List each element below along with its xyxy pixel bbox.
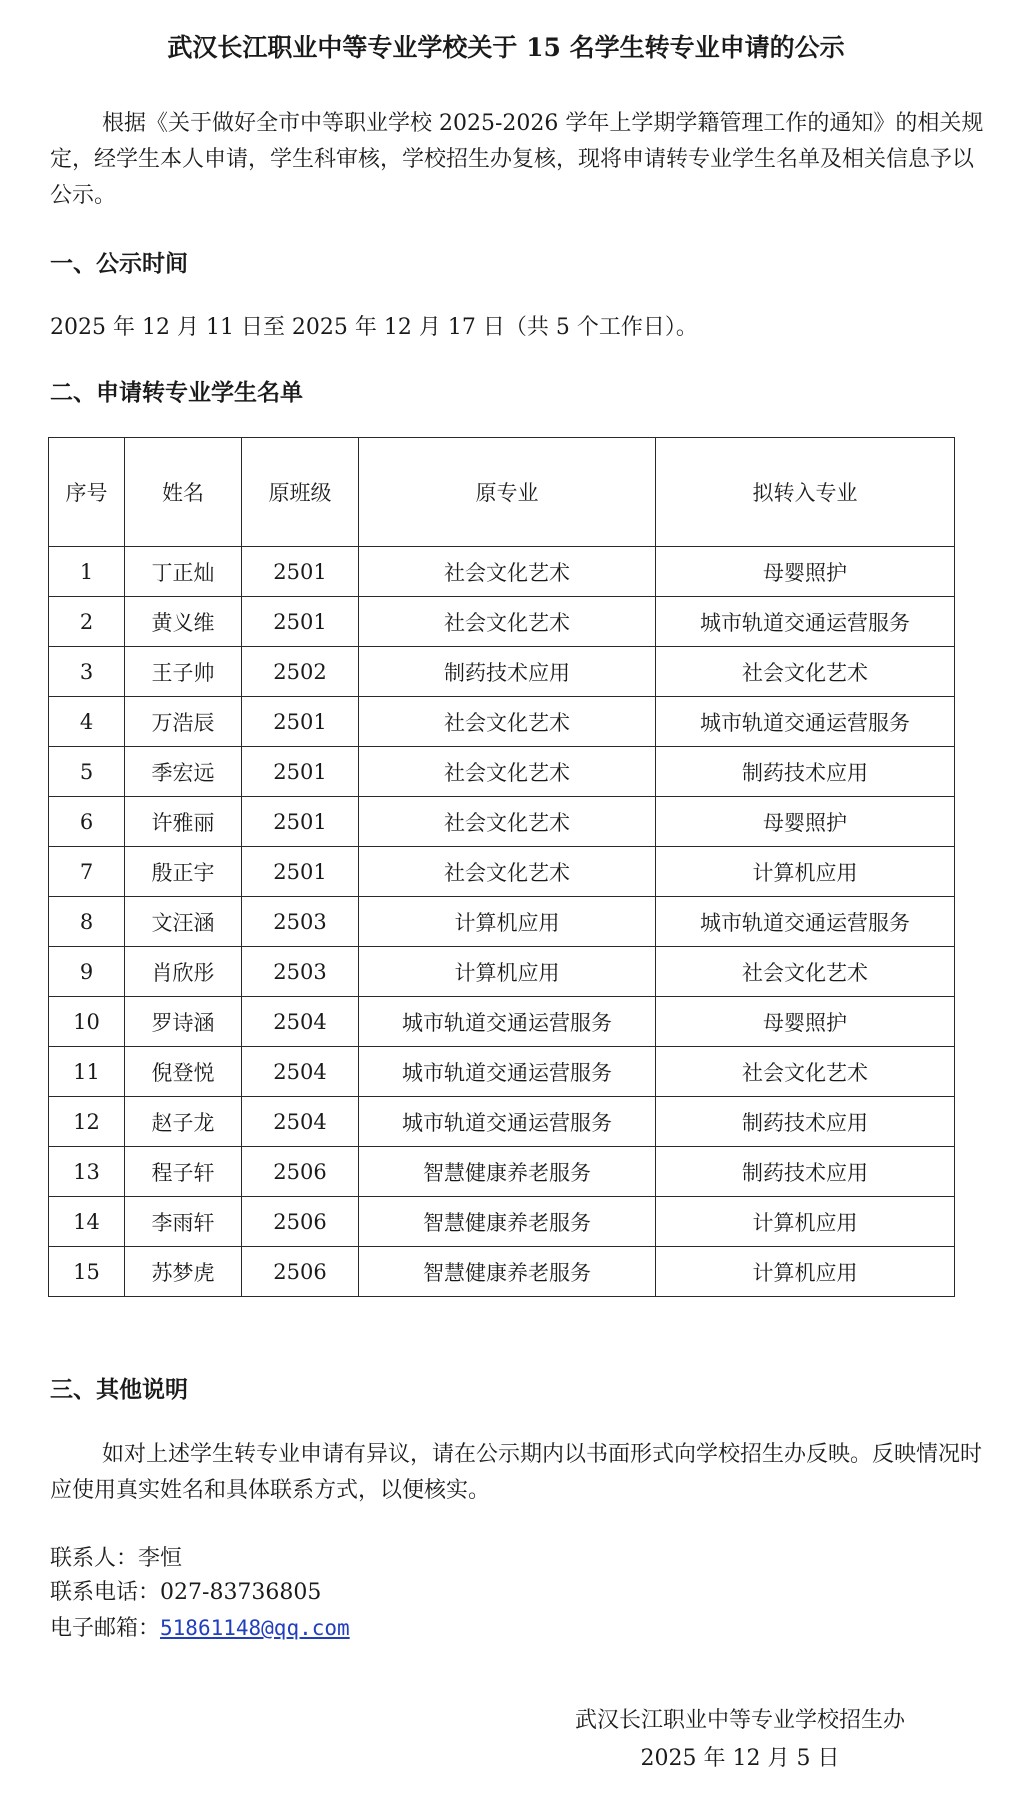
target-major-cell: 计算机应用 [656,1247,955,1297]
original-class-cell: 2504 [242,1047,359,1097]
student-name-cell: 罗诗涵 [125,997,242,1047]
table-row [49,747,955,797]
row-index-cell: 7 [49,847,125,897]
section-heading-notes: 三、其他说明 [50,1376,188,1403]
contact-phone-number: 027-83736805 [160,1580,322,1605]
student-name-cell: 文汪涵 [125,897,242,947]
row-index-cell: 14 [49,1197,125,1247]
target-major-cell: 计算机应用 [656,847,955,897]
target-major-cell: 母婴照护 [656,797,955,847]
column-header: 拟转入专业 [656,438,955,547]
column-header: 原班级 [242,438,359,547]
original-class-cell: 2501 [242,597,359,647]
original-class-cell: 2503 [242,897,359,947]
original-major-cell: 社会文化艺术 [359,747,656,797]
target-major-cell: 制药技术应用 [656,1147,955,1197]
original-major-cell: 智慧健康养老服务 [359,1247,656,1297]
student-name-cell: 季宏远 [125,747,242,797]
column-header: 原专业 [359,438,656,547]
original-class-cell: 2501 [242,547,359,597]
row-index-cell: 2 [49,597,125,647]
original-class-cell: 2501 [242,847,359,897]
original-class-cell: 2506 [242,1147,359,1197]
row-index-cell: 3 [49,647,125,697]
student-name-cell: 黄义维 [125,597,242,647]
contact-email-link[interactable]: 51861148@qq.com [160,1616,350,1640]
table-row [49,897,955,947]
target-major-cell: 制药技术应用 [656,1097,955,1147]
original-major-cell: 社会文化艺术 [359,847,656,897]
table-row [49,697,955,747]
contact-email-line [50,1610,350,1647]
student-name-cell: 倪登悦 [125,1047,242,1097]
table-row [49,1097,955,1147]
table-row [49,797,955,847]
publicity-period-text: 2025 年 12 月 11 日至 2025 年 12 月 17 日（共 5 个工作日）。 [50,315,698,340]
column-header: 序号 [49,438,125,547]
row-index-cell: 1 [49,547,125,597]
student-name-cell: 李雨轩 [125,1197,242,1247]
original-major-cell: 智慧健康养老服务 [359,1197,656,1247]
table-header-row [49,438,955,547]
student-name-cell: 王子帅 [125,647,242,697]
student-name-cell: 肖欣彤 [125,947,242,997]
contact-phone-line [50,1575,321,1611]
original-major-cell: 计算机应用 [359,947,656,997]
table-row [49,997,955,1047]
table-body [49,547,955,1297]
row-index-cell: 6 [49,797,125,847]
notes-text: 如对上述学生转专业申请有异议，请在公示期内以书面形式向学校招生办反映。反映情况时应使用真实姓名和具体联系方式，以便核实。 [50,1442,983,1503]
target-major-cell: 城市轨道交通运营服务 [656,697,955,747]
target-major-cell: 城市轨道交通运营服务 [656,897,955,947]
target-major-cell: 社会文化艺术 [656,1047,955,1097]
student-transfer-table [48,437,955,1297]
table-row [49,1147,955,1197]
original-class-cell: 2504 [242,997,359,1047]
original-major-cell: 社会文化艺术 [359,697,656,747]
target-major-cell: 社会文化艺术 [656,647,955,697]
original-major-cell: 社会文化艺术 [359,797,656,847]
contact-person-line [50,1541,182,1577]
page-title: 武汉长江职业中等专业学校关于 15 名学生转专业申请的公示 [167,33,845,62]
contact-phone-label: 联系电话： [50,1580,161,1605]
target-major-cell: 母婴照护 [656,997,955,1047]
table-row [49,547,955,597]
row-index-cell: 12 [49,1097,125,1147]
student-name-cell: 程子轩 [125,1147,242,1197]
column-header: 姓名 [125,438,242,547]
row-index-cell: 8 [49,897,125,947]
table-row [49,597,955,647]
student-name-cell: 赵子龙 [125,1097,242,1147]
student-name-cell: 许雅丽 [125,797,242,847]
target-major-cell: 计算机应用 [656,1197,955,1247]
contact-person-label: 联系人： [50,1546,139,1571]
table-row [49,1197,955,1247]
student-name-cell: 苏梦虎 [125,1247,242,1297]
row-index-cell: 9 [49,947,125,997]
original-major-cell: 智慧健康养老服务 [359,1147,656,1197]
original-major-cell: 城市轨道交通运营服务 [359,997,656,1047]
table-row [49,1247,955,1297]
table-row [49,647,955,697]
intro-paragraph [50,106,990,214]
original-major-cell: 制药技术应用 [359,647,656,697]
row-index-cell: 4 [49,697,125,747]
signature-org: 武汉长江职业中等专业学校招生办 [574,1708,905,1733]
row-index-cell: 15 [49,1247,125,1297]
target-major-cell: 城市轨道交通运营服务 [656,597,955,647]
original-major-cell: 计算机应用 [359,897,656,947]
original-class-cell: 2506 [242,1247,359,1297]
contact-email-label: 电子邮箱： [50,1616,161,1641]
student-name-cell: 万浩辰 [125,697,242,747]
original-class-cell: 2506 [242,1197,359,1247]
contact-person-name: 李恒 [138,1546,183,1571]
original-class-cell: 2503 [242,947,359,997]
original-class-cell: 2502 [242,647,359,697]
table-row [49,1047,955,1097]
original-class-cell: 2501 [242,797,359,847]
original-major-cell: 社会文化艺术 [359,597,656,647]
original-class-cell: 2501 [242,747,359,797]
table-row [49,847,955,897]
row-index-cell: 11 [49,1047,125,1097]
original-major-cell: 城市轨道交通运营服务 [359,1097,656,1147]
section-heading-list: 二、申请转专业学生名单 [50,379,303,406]
target-major-cell: 社会文化艺术 [656,947,955,997]
row-index-cell: 13 [49,1147,125,1197]
target-major-cell: 制药技术应用 [656,747,955,797]
original-major-cell: 社会文化艺术 [359,547,656,597]
section-heading-time: 一、公示时间 [50,250,188,277]
signature-date: 2025 年 12 月 5 日 [640,1746,840,1771]
notes-paragraph [50,1437,990,1509]
original-class-cell: 2504 [242,1097,359,1147]
student-name-cell: 丁正灿 [125,547,242,597]
target-major-cell: 母婴照护 [656,547,955,597]
student-name-cell: 殷正宇 [125,847,242,897]
intro-text: 根据《关于做好全市中等职业学校 2025-2026 学年上学期学籍管理工作的通知》的相关规定，经学生本人申请，学生科审核，学校招生办复核，现将申请转专业学生名单及相关信息予以公示。 [50,111,984,208]
row-index-cell: 5 [49,747,125,797]
original-class-cell: 2501 [242,697,359,747]
original-major-cell: 城市轨道交通运营服务 [359,1047,656,1097]
table-row [49,947,955,997]
row-index-cell: 10 [49,997,125,1047]
